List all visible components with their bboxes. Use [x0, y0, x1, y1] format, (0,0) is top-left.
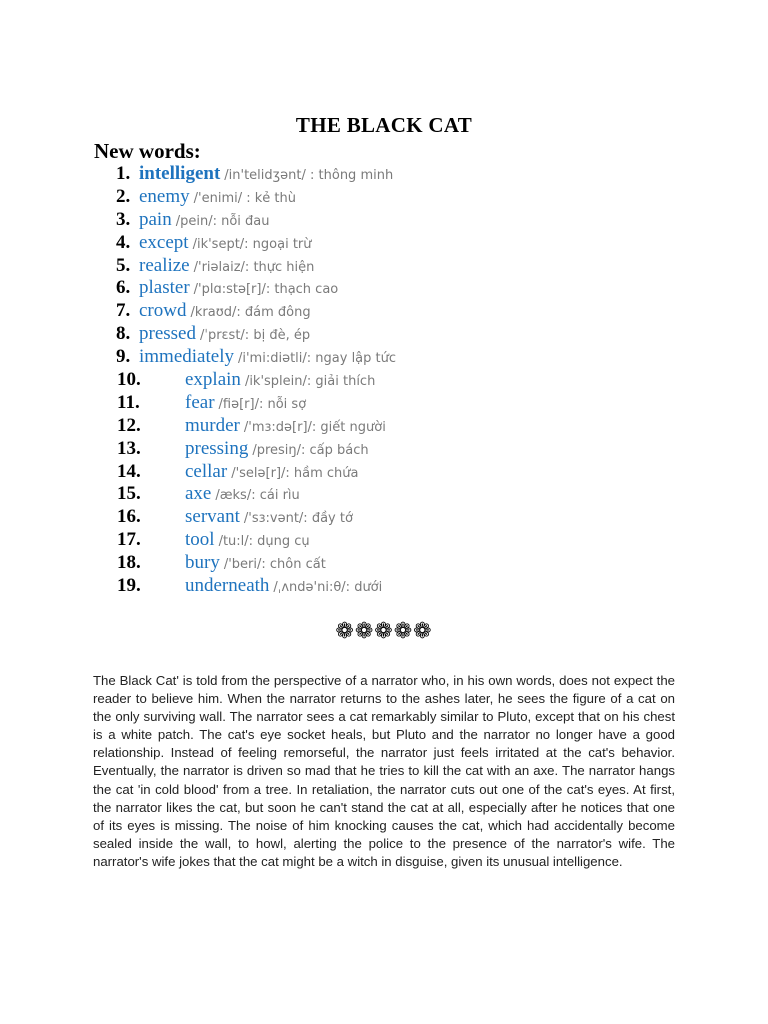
vocab-number: 11. — [117, 391, 140, 413]
vocab-word: enemy — [139, 185, 190, 207]
vocab-phonetic-meaning: /ik'sept/: ngoại trừ — [192, 236, 312, 252]
vocab-word-group — [139, 209, 270, 234]
vocab-phonetic-meaning: /ik'splein/: giải thích — [244, 374, 376, 390]
vocab-item — [0, 415, 768, 438]
vocab-item — [0, 255, 768, 278]
vocab-item — [0, 506, 768, 529]
vocab-number: 14. — [117, 460, 141, 482]
vocab-phonetic-meaning: /æks/: cái rìu — [215, 488, 300, 504]
vocab-item — [0, 163, 768, 186]
decorative-divider: ❁❁❁❁❁ — [335, 619, 433, 644]
vocab-word-group — [139, 277, 338, 302]
document-title: THE BLACK CAT — [295, 113, 473, 137]
vocab-phonetic-meaning: /'selə[r]/: hầm chứa — [231, 465, 359, 481]
vocab-word: pressed — [139, 323, 196, 345]
vocab-word: pressing — [185, 437, 249, 459]
vocab-item — [0, 369, 768, 392]
vocab-phonetic-meaning: /kraʊd/: đám đông — [190, 305, 311, 321]
vocab-item — [0, 186, 768, 209]
vocab-word: explain — [185, 369, 241, 391]
vocab-number: 10. — [117, 369, 141, 391]
vocab-word-group — [139, 186, 296, 211]
vocab-item — [0, 392, 768, 415]
vocab-number: 2. — [116, 185, 131, 207]
vocab-word-group — [185, 575, 382, 600]
vocab-item — [0, 209, 768, 232]
vocab-item — [0, 323, 768, 346]
vocab-word-group — [185, 529, 310, 554]
vocab-word: axe — [185, 483, 212, 505]
vocab-item — [0, 277, 768, 300]
vocab-word-group — [139, 232, 312, 257]
vocab-phonetic-meaning: /presiŋ/: cấp bách — [252, 442, 369, 458]
vocab-word: cellar — [185, 460, 228, 482]
vocab-phonetic-meaning: /ˈprɛst/: bị đè, ép — [199, 328, 311, 344]
vocab-word-group — [185, 506, 353, 531]
vocab-phonetic-meaning: /pein/: nỗi đau — [175, 213, 270, 229]
vocab-word: underneath — [185, 575, 270, 597]
vocab-phonetic-meaning: /fiə[r]/: nỗi sợ — [218, 396, 307, 412]
vocab-word-group — [185, 552, 326, 577]
vocab-word: realize — [139, 254, 190, 276]
vocab-word-group — [139, 300, 311, 325]
vocab-word: pain — [139, 208, 172, 230]
vocab-number: 19. — [117, 575, 141, 597]
vocab-phonetic-meaning: /in'telidʒənt/ : thông minh — [224, 168, 394, 183]
vocab-number: 9. — [116, 346, 131, 368]
vocab-word: tool — [185, 529, 215, 551]
vocab-word: except — [139, 231, 189, 253]
vocab-number: 15. — [117, 483, 141, 505]
story-summary: The Black Cat' is told from the perspective of a narrator who, in his own words, does not expect the reader to believe him. When the narrator returns to the ashes later, he sees the figure of a cat on the only surviving wall. The narrator sees a cat remarkably similar to Pluto, except that on his chest is a white patch. The cat's eye socket heals, but Pluto and the narrator no longer have a good relationship. Instead of feeling remorseful, the narrator just feels irritated at the cat's behavior. Eventually, the narrator is driven so mad that he tries to kill the cat with an axe. The narrator hangs the cat 'in cold blood' from a tree. In retaliation, the narrator cuts out one of the cat's eyes. At first, the narrator likes the cat, but soon he can't stand the cat at all, especially after he notices that one of its eyes is missing. The noise of him knocking causes the cat, which had accidentally become sealed inside the wall, to howl, alerting the police to the presence of the narrator's wife. The narrator's wife jokes that the cat might be a witch in disguise, given its unusual intelligence. — [93, 673, 675, 869]
vocab-phonetic-meaning: /'plɑ:stə[r]/: thạch cao — [193, 282, 339, 298]
vocab-word-group — [185, 483, 300, 508]
vocab-number: 1. — [116, 163, 131, 184]
vocab-word-group — [139, 323, 310, 348]
vocab-number: 7. — [116, 300, 131, 322]
vocab-word-group — [139, 346, 396, 371]
vocab-word-group — [185, 461, 359, 486]
vocab-item — [0, 461, 768, 484]
vocab-word-group — [185, 392, 306, 417]
vocab-phonetic-meaning: /'beri/: chôn cất — [223, 557, 326, 573]
vocab-item — [0, 346, 768, 369]
vocab-item — [0, 529, 768, 552]
vocab-word: crowd — [139, 300, 187, 322]
vocab-word-group — [139, 163, 393, 188]
vocab-phonetic-meaning: /'riəlaiz/: thực hiện — [193, 259, 315, 275]
vocab-word: servant — [185, 506, 240, 528]
vocab-word-group — [185, 438, 369, 463]
vocab-number: 8. — [116, 323, 131, 345]
vocab-phonetic-meaning: /i'mi:diətli/: ngay lập tức — [237, 351, 397, 367]
vocab-word: murder — [185, 414, 240, 436]
vocab-phonetic-meaning: /ˌʌndə'ni:θ/: dưới — [273, 580, 383, 596]
vocab-item — [0, 552, 768, 575]
vocabulary-list — [0, 163, 768, 598]
vocab-item — [0, 232, 768, 255]
vocab-word: fear — [185, 391, 215, 413]
vocab-word: immediately — [139, 346, 234, 368]
vocab-item — [0, 483, 768, 506]
vocab-number: 3. — [116, 208, 131, 230]
new-words-heading: New words: — [94, 139, 201, 163]
vocab-phonetic-meaning: /tu:l/: dụng cụ — [218, 534, 310, 550]
vocab-word: intelligent — [139, 163, 221, 184]
vocab-phonetic-meaning: /'enimi/ : kẻ thù — [193, 190, 296, 206]
vocab-item — [0, 300, 768, 323]
vocab-item — [0, 438, 768, 461]
vocab-number: 6. — [116, 277, 131, 299]
vocab-number: 17. — [117, 529, 141, 551]
vocab-item — [0, 575, 768, 598]
vocab-phonetic-meaning: /'mɜ:də[r]/: giết người — [243, 419, 386, 435]
vocab-word-group — [139, 255, 314, 280]
vocab-word: bury — [185, 552, 220, 574]
vocab-number: 4. — [116, 231, 131, 253]
vocab-number: 13. — [117, 437, 141, 459]
vocab-number: 16. — [117, 506, 141, 528]
vocab-word-group — [185, 415, 386, 440]
vocab-number: 18. — [117, 552, 141, 574]
vocab-word-group — [185, 369, 375, 394]
vocab-number: 5. — [116, 254, 131, 276]
vocab-word: plaster — [139, 277, 190, 299]
vocab-number: 12. — [117, 414, 141, 436]
vocab-phonetic-meaning: /'sɜ:vənt/: đầy tớ — [243, 511, 353, 527]
